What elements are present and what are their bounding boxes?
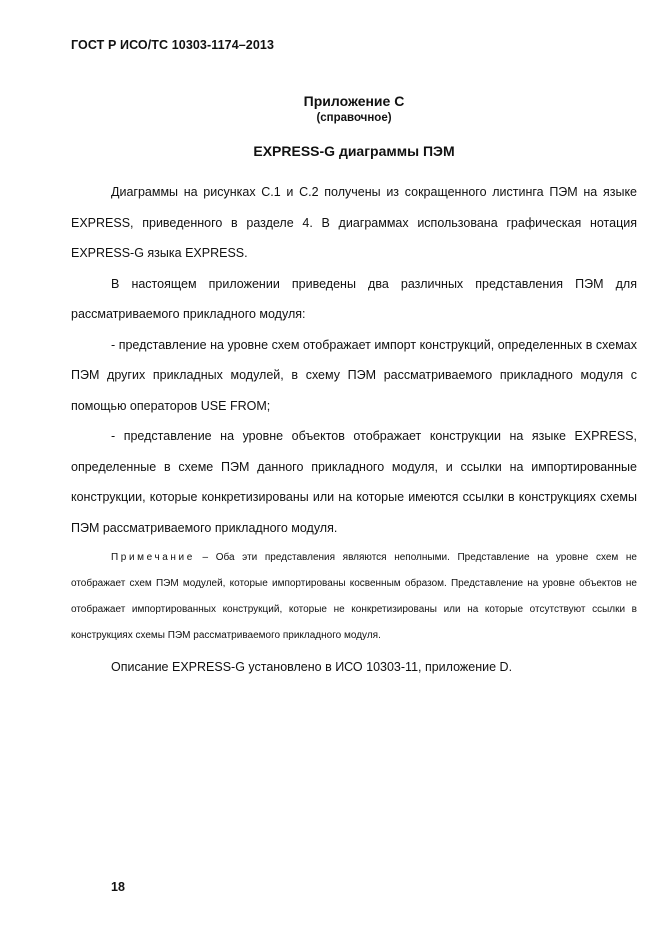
list-item: - представление на уровне схем отображает импорт конструкций, определенных в схемах ПЭМ других прикладных модулей, в схему ПЭМ рассматриваемого прикладного модуля с помощью операторов USE FROM;: [71, 337, 637, 413]
note-text: Оба эти представления являются неполными. Представление на уровне схем не отображает схем ПЭМ модулей, которые импортированы косвенным образом. Представление на уровне объектов не отображает импортированных конструкций, которые не конкретизированы или на которые отсутствуют ссылки в конструкциях схемы ПЭМ рассматриваемого прикладного модуля.: [71, 552, 637, 641]
closing-paragraph: Описание EXPRESS-G установлено в ИСО 10303-11, приложение D.: [111, 660, 513, 674]
annex-title: Приложение С: [303, 93, 405, 109]
annex-subtitle: (справочное): [316, 112, 392, 124]
note-dash: –: [194, 552, 216, 563]
paragraph: Диаграммы на рисунках С.1 и С.2 получены из сокращенного листинга ПЭМ на языке EXPRESS, приведенного в разделе 4. В диаграммах использована графическая нотация EXPRESS-G языка EXPRESS.: [71, 185, 637, 260]
document-header-code: ГОСТ Р ИСО/ТС 10303-1174–2013: [71, 38, 275, 52]
paragraph: В настоящем приложении приведены два различных представления ПЭМ для рассматриваемого прикладного модуля:: [71, 276, 637, 321]
list-item: - представление на уровне объектов отображает конструкции на языке EXPRESS, определенные в схеме ПЭМ данного прикладного модуля, и ссылки на импортированные конструкции, которые конкретизированы или на которые имеются ссылки в конструкциях схемы ПЭМ рассматриваемого прикладного модуля.: [71, 429, 637, 535]
page-number: 18: [111, 880, 125, 894]
section-title: EXPRESS-G диаграммы ПЭМ: [253, 143, 455, 159]
note: [71, 543, 637, 649]
body-text: [71, 177, 637, 683]
note-label: Примечание: [111, 552, 195, 563]
